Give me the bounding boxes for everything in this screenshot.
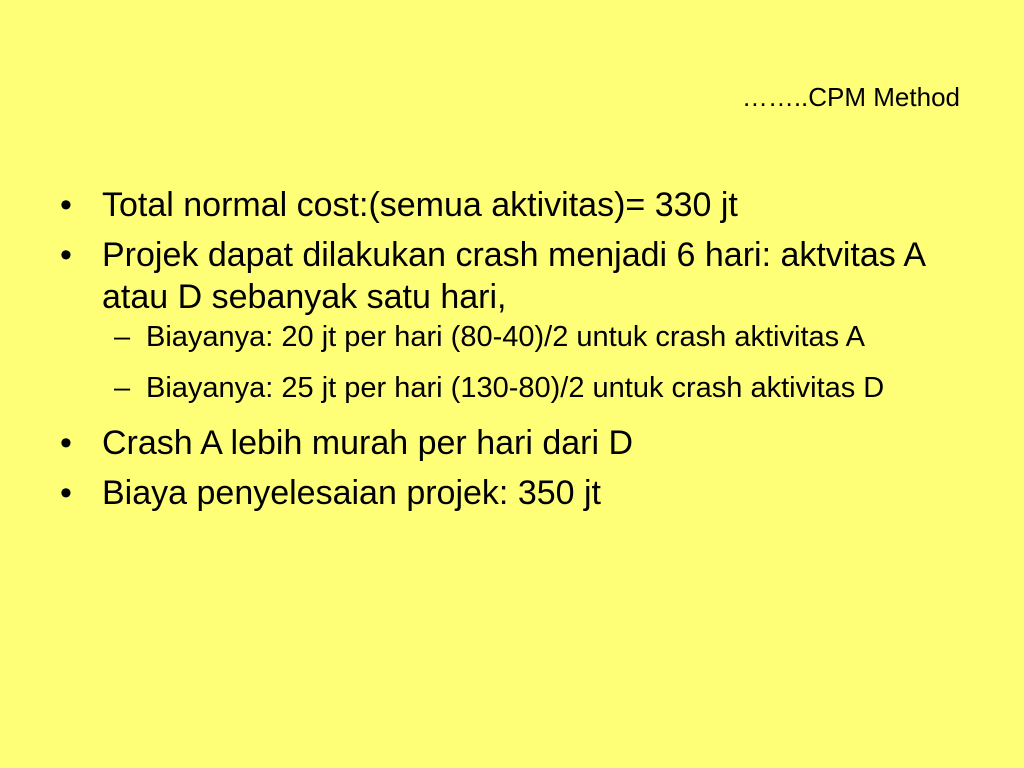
bullet-item-total-cost <box>56 184 976 226</box>
bullet-item-crash-comparison <box>56 422 976 464</box>
slide-title: ……..CPM Method <box>741 82 960 112</box>
bullet-dot-icon: • <box>60 236 72 274</box>
sub-bullet-text: Biayanya: 25 jt per hari (130-80)/2 untuk crash aktivitas D <box>146 372 885 404</box>
dash-icon: – <box>114 372 131 404</box>
bullet-item-completion-cost <box>56 472 976 514</box>
bullet-text: Total normal cost:(semua aktivitas)= 330 jt <box>102 186 738 224</box>
bullet-text: Projek dapat dilakukan crash menjadi 6 hari: aktvitas A atau D sebanyak satu hari, <box>102 236 925 316</box>
bullet-list <box>56 184 976 514</box>
bullet-item-crash-option <box>56 234 976 406</box>
bullet-text: Biaya penyelesaian projek: 350 jt <box>102 474 601 512</box>
bullet-dot-icon: • <box>60 474 72 512</box>
sub-bullet-list <box>102 320 976 406</box>
bullet-text: Crash A lebih murah per hari dari D <box>102 424 634 462</box>
dash-icon: – <box>114 321 131 353</box>
bullet-dot-icon: • <box>60 424 72 462</box>
sub-bullet-item-cost-d <box>102 371 976 406</box>
bullet-dot-icon: • <box>60 186 72 224</box>
sub-bullet-text: Biayanya: 20 jt per hari (80-40)/2 untuk crash aktivitas A <box>146 321 865 353</box>
slide-content <box>56 184 976 522</box>
sub-bullet-item-cost-a <box>102 320 976 355</box>
